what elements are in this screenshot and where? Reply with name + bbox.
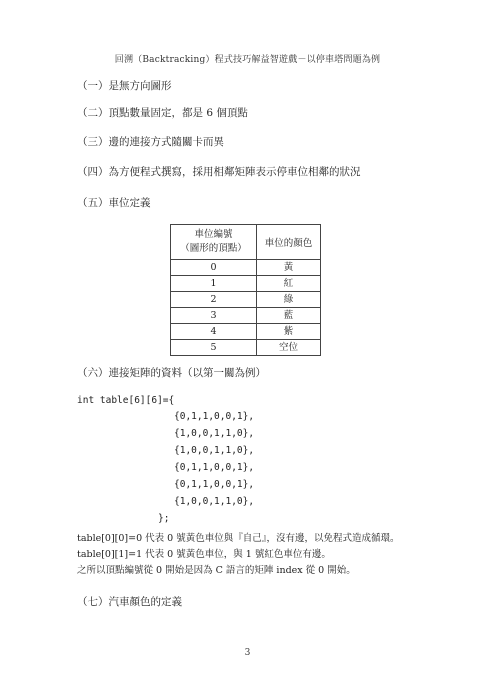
- space-color-cell: 黃: [257, 260, 321, 276]
- code-closing-brace: };: [158, 513, 170, 524]
- space-color-cell: 紅: [257, 276, 321, 292]
- table-row: [171, 292, 321, 308]
- section-5-text: （五）車位定義: [77, 197, 151, 209]
- header-space-id-line1: 車位編號: [194, 229, 233, 240]
- note-edge-example: table[0][1]=1 代表 0 號黃色車位，與 1 號紅色車位有邊。: [77, 549, 331, 560]
- section-2-text: （二）頂點數量固定，都是 6 個頂點: [77, 107, 248, 119]
- parking-space-table: [170, 224, 321, 356]
- code-matrix-row: {0,1,1,0,0,1},: [174, 479, 255, 490]
- space-id-cell: 0: [171, 260, 257, 276]
- section-7-text: （七）汽車顏色的定義: [77, 596, 182, 608]
- table-row: [171, 308, 321, 324]
- space-id-cell: 2: [171, 292, 257, 308]
- table-row: [171, 340, 321, 356]
- note-self-edge: table[0][0]=0 代表 0 號黃色車位與『自己』，沒有邊，以免程式造成循環。: [77, 533, 400, 544]
- table-header-space-id: [171, 225, 257, 260]
- header-space-id-line2: （圖形的頂點）: [180, 243, 247, 254]
- page-header: 回溯（Backtracking）程式技巧解益智遊戲－以停車塔問題為例: [114, 55, 381, 65]
- space-id-cell: 4: [171, 324, 257, 340]
- table-header-color: 車位的顏色: [257, 225, 321, 260]
- code-matrix-row: {0,1,1,0,0,1},: [174, 411, 255, 422]
- table-row: [171, 260, 321, 276]
- space-color-cell: 藍: [257, 308, 321, 324]
- code-matrix-row: {1,0,0,1,1,0},: [174, 445, 255, 456]
- section-6-text: （六）連接矩陣的資料（以第一關為例）: [77, 367, 266, 379]
- code-declaration: int table[6][6]={: [77, 395, 175, 406]
- section-4-text: （四）為方便程式撰寫，採用相鄰矩陣表示停車位相鄰的狀況: [77, 166, 361, 178]
- section-1-text: （一）是無方向圖形: [77, 80, 172, 92]
- space-id-cell: 3: [171, 308, 257, 324]
- code-matrix-row: {1,0,0,1,1,0},: [174, 496, 255, 507]
- code-matrix-row: {1,0,0,1,1,0},: [174, 428, 255, 439]
- space-color-cell: 紫: [257, 324, 321, 340]
- space-color-cell: 綠: [257, 292, 321, 308]
- table-row: [171, 276, 321, 292]
- note-index-origin: 之所以頂點編號從 0 開始是因為 C 語言的矩陣 index 從 0 開始。: [77, 565, 356, 576]
- code-matrix-row: {0,1,1,0,0,1},: [174, 462, 255, 473]
- page-number: 3: [244, 648, 251, 658]
- section-3-text: （三）邊的連接方式隨關卡而異: [77, 136, 224, 148]
- table-row: [171, 324, 321, 340]
- table-header-row: [171, 225, 321, 260]
- space-color-cell: 空位: [257, 340, 321, 356]
- space-id-cell: 5: [171, 340, 257, 356]
- space-id-cell: 1: [171, 276, 257, 292]
